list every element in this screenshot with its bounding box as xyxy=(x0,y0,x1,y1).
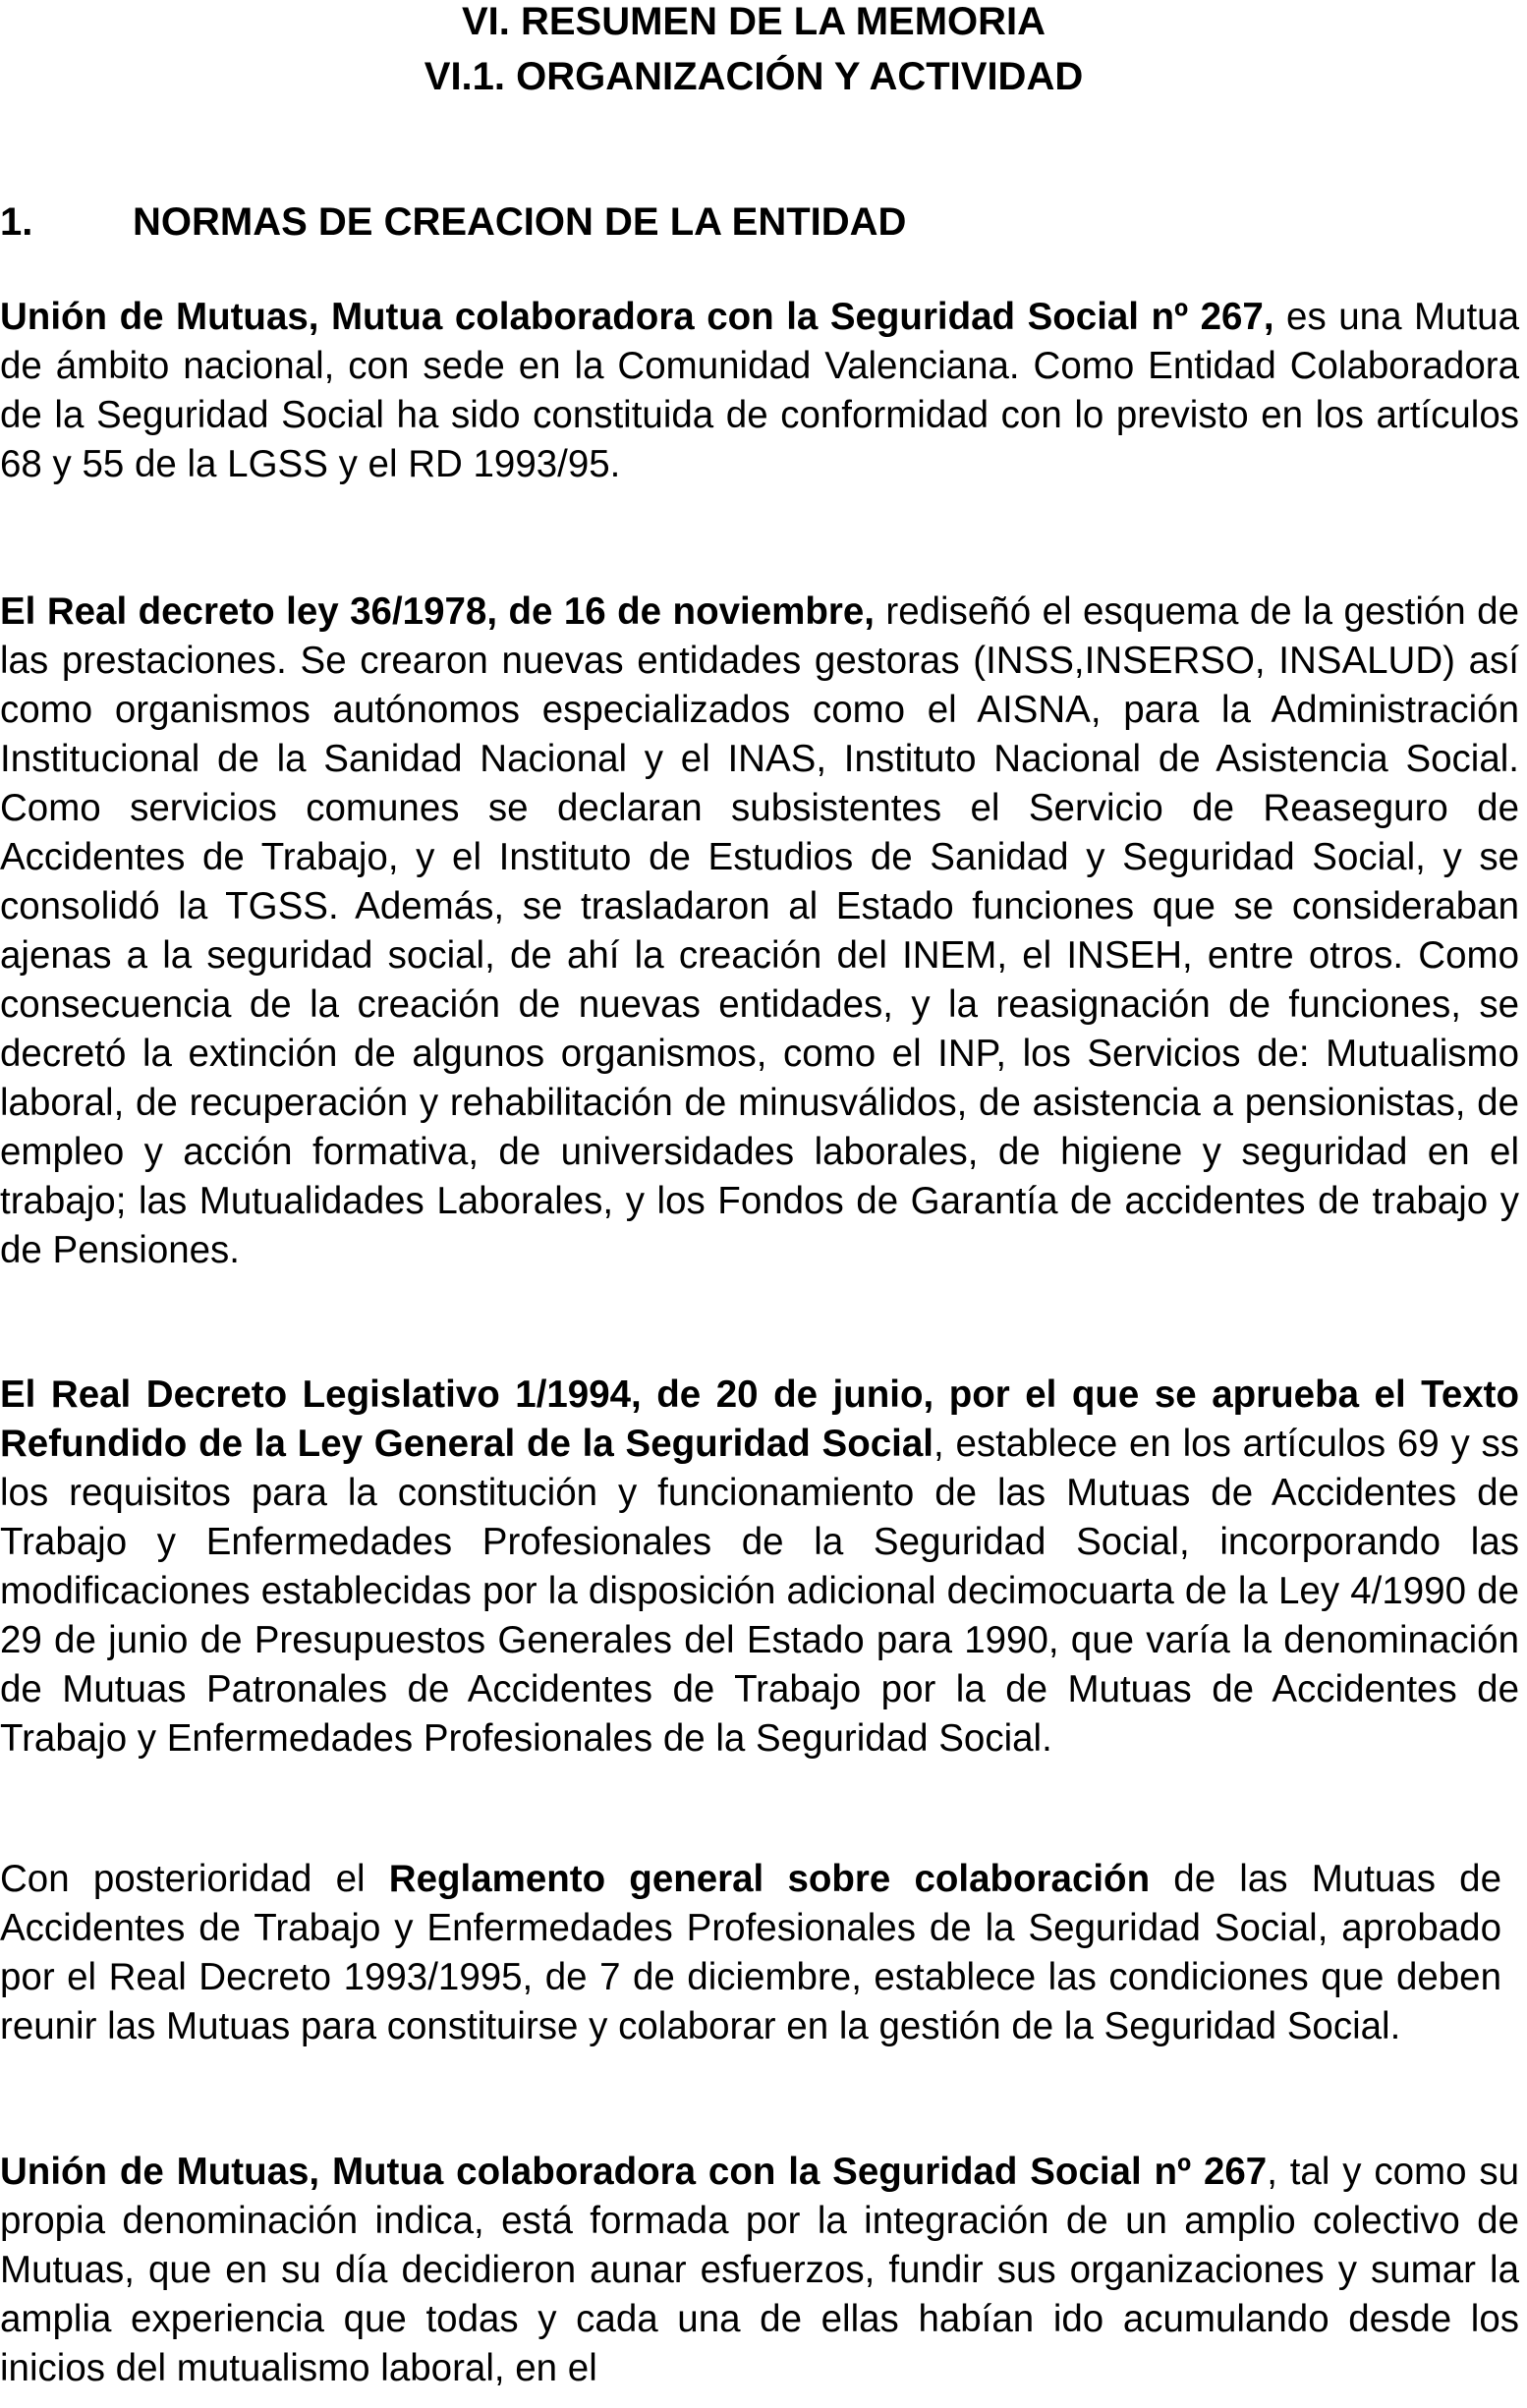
paragraph-4-text: de las Mutuas de Accidentes de Trabajo y Enfermedades Profesionales de la Seguridad Social, aprobado por el Real Decreto 1993/1995, de 7 de diciembre, establece las condiciones que deben reunir las Mutuas para constituirse y colaborar en la gestión de la Seguridad Social. xyxy=(0,1858,1501,2047)
document-subtitle: VI.1. ORGANIZACIÓN Y ACTIVIDAD xyxy=(424,55,1084,98)
paragraph-5 xyxy=(0,2148,1519,2393)
paragraph-5-bold: Unión de Mutuas, Mutua colaboradora con la Seguridad Social nº 267 xyxy=(0,2151,1268,2193)
paragraph-3 xyxy=(0,1371,1519,1764)
paragraph-1-bold: Unión de Mutuas, Mutua colaboradora con la Seguridad Social nº 267, xyxy=(0,296,1274,338)
paragraph-3-bold: El Real Decreto Legislativo 1/1994, de 20 de junio, por el que se aprueba el Texto Refundido de la Ley General de la Seguridad Social xyxy=(0,1373,1519,1465)
document-title: VI. RESUMEN DE LA MEMORIA xyxy=(461,0,1046,43)
paragraph-1 xyxy=(0,293,1519,489)
paragraph-4 xyxy=(0,1855,1501,2051)
paragraph-1-text: es una Mutua de ámbito nacional, con sede en la Comunidad Valenciana. Como Entidad Colaboradora de la Seguridad Social ha sido constituida de conformidad con lo previsto en los artículos 68 y 55 de la LGSS y el RD 1993/95. xyxy=(0,296,1519,485)
section-number: 1. xyxy=(0,200,33,244)
paragraph-4-before: Con posterioridad el xyxy=(0,1858,389,1900)
paragraph-2-bold: El Real decreto ley 36/1978, de 16 de noviembre, xyxy=(0,590,875,633)
paragraph-5-text: , tal y como su propia denominación indica, está formada por la integración de un amplio colectivo de Mutuas, que en su día decidieron aunar esfuerzos, fundir sus organizaciones y sumar la amplia experiencia que todas y cada una de ellas habían ido acumulando desde los inicios del mutualismo laboral, en el xyxy=(0,2151,1519,2389)
paragraph-2-text: rediseñó el esquema de la gestión de las prestaciones. Se crearon nuevas entidades gestoras (INSS,INSERSO, INSALUD) así como organismos autónomos especializados como el AISNA, para la Administración Institucional de la Sanidad Nacional y el INAS, Instituto Nacional de Asistencia Social. Como servicios comunes se declaran subsistentes el Servicio de Reaseguro de Accidentes de Trabajo, y el Instituto de Estudios de Sanidad y Seguridad Social, y se consolidó la TGSS. Además, se trasladaron al Estado funciones que se consideraban ajenas a la seguridad social, de ahí la creación del INEM, el INSEH, entre otros. Como consecuencia de la creación de nuevas entidades, y la reasignación de funciones, se decretó la extinción de algunos organismos, como el INP, los Servicios de: Mutualismo laboral, de recuperación y rehabilitación de minusválidos, de asistencia a pensionistas, de empleo y acción formativa, de universidades laborales, de higiene y seguridad en el trabajo; las Mutualidades Laborales, y los Fondos de Garantía de accidentes de trabajo y de Pensiones. xyxy=(0,590,1519,1271)
section-heading xyxy=(0,193,906,252)
paragraph-2 xyxy=(0,588,1519,1275)
section-title: NORMAS DE CREACION DE LA ENTIDAD xyxy=(133,200,907,244)
paragraph-4-bold: Reglamento general sobre colaboración xyxy=(388,1858,1151,1900)
paragraph-3-text: , establece en los artículos 69 y ss los requisitos para la constitución y funcionamiento de las Mutuas de Accidentes de Trabajo y Enfermedades Profesionales de la Seguridad Social, incorporando las modificaciones establecidas por la disposición adicional decimocuarta de la Ley 4/1990 de 29 de junio de Presupuestos Generales del Estado para 1990, que varía la denominación de Mutuas Patronales de Accidentes de Trabajo por la de Mutuas de Accidentes de Trabajo y Enfermedades Profesionales de la Seguridad Social. xyxy=(0,1423,1519,1760)
